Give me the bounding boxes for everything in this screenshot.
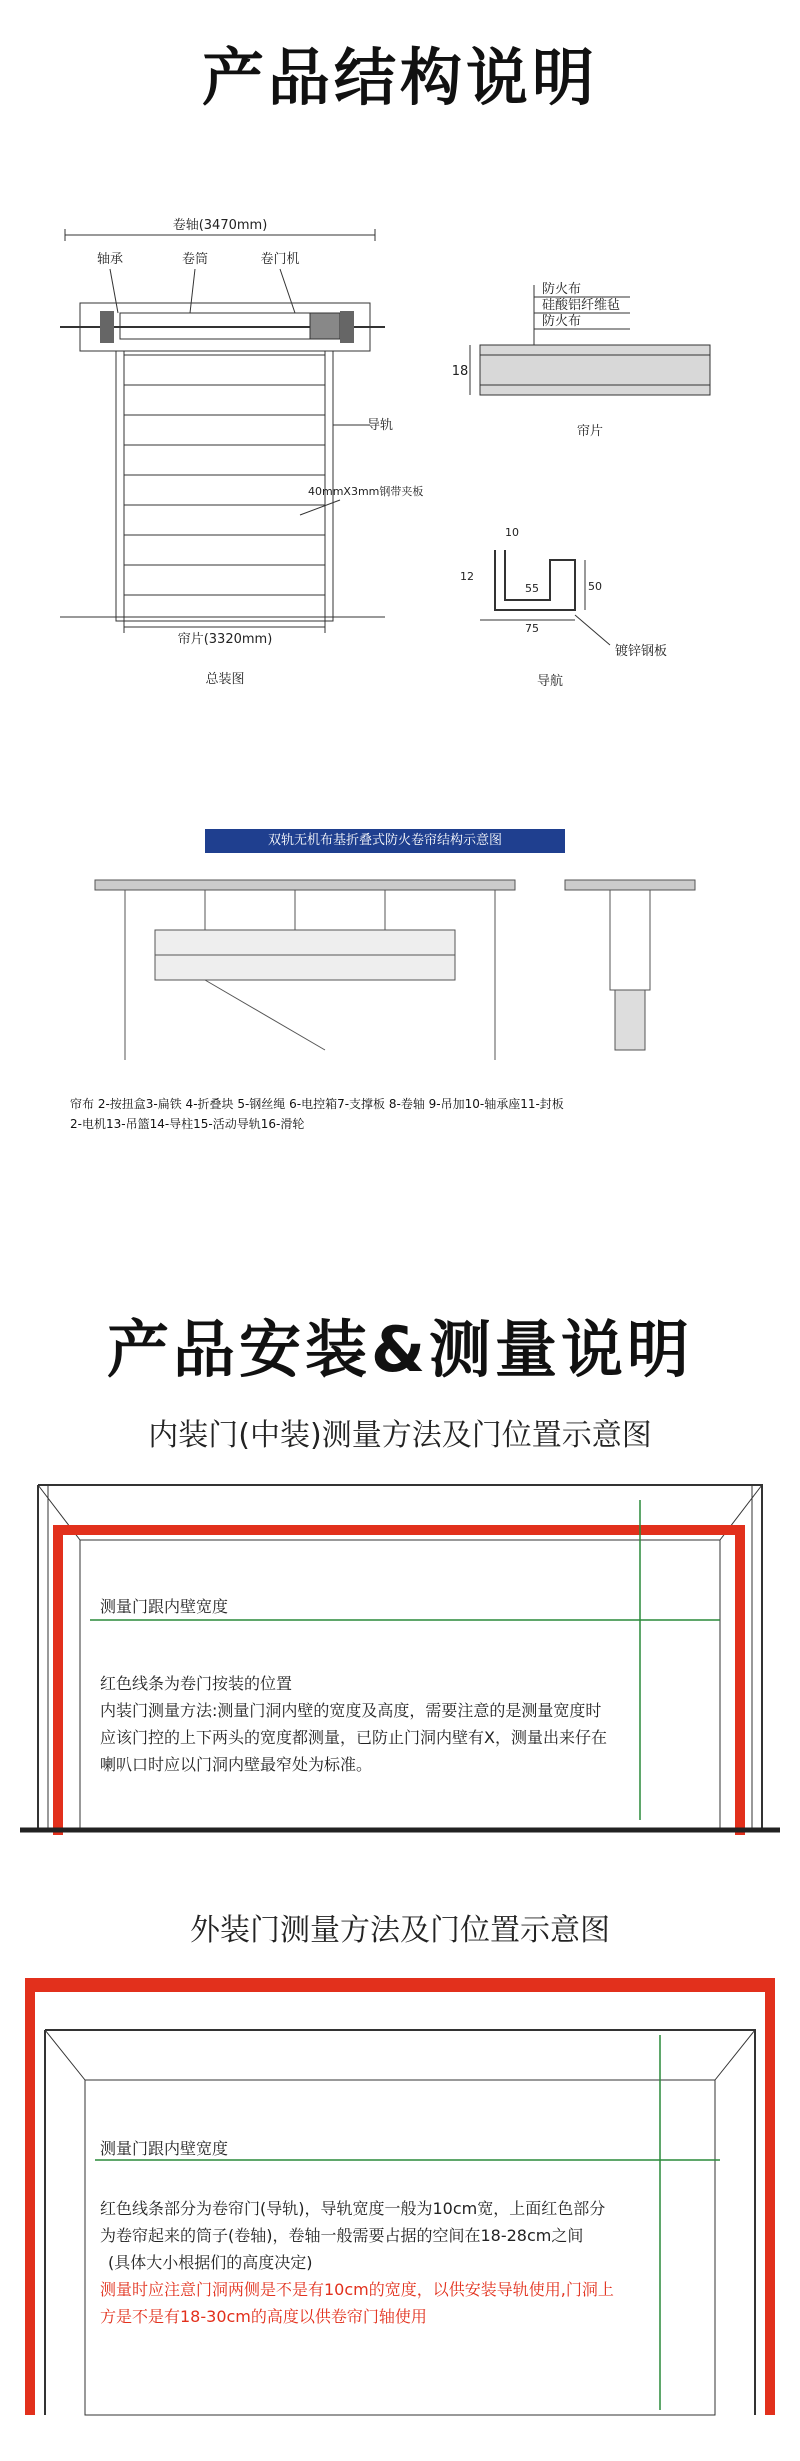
- curtain-caption: 帘片: [576, 424, 604, 439]
- bearing-label: 轴承: [96, 252, 124, 267]
- assembly-caption: 总装图: [205, 672, 245, 687]
- inner-note-4: 喇叭口时应以门洞内壁最窄处为标准。: [100, 1755, 373, 1774]
- section2-title: 产品安装&测量说明: [106, 1313, 694, 1386]
- motor-label: 卷门机: [260, 252, 300, 267]
- rail-label: 导轨: [366, 418, 394, 433]
- outer-note-2: 为卷帘起来的筒子(卷轴)，卷轴一般需要占据的空间在18-28cm之间: [100, 2226, 584, 2245]
- rail-dim-55: 55: [525, 582, 539, 595]
- outer-title: 外装门测量方法及门位置示意图: [190, 1913, 610, 1948]
- structure-banner: 双轨无机布基折叠式防火卷帘结构示意图: [205, 829, 565, 853]
- curtain-thickness-label: 18: [451, 364, 469, 379]
- section1-title: 产品结构说明: [201, 41, 598, 114]
- rail-dim-10: 10: [505, 526, 519, 539]
- rail-dim-12: 12: [460, 570, 474, 583]
- outer-measure-label: 测量门跟内壁宽度: [100, 2139, 229, 2158]
- shaft-label: 卷轴(3470mm): [172, 218, 268, 233]
- structure-schematic: [95, 860, 715, 1080]
- outer-warning-1: 测量时应注意门洞两侧是不是有10cm的宽度，以供安装导轨使用,门洞上: [100, 2280, 614, 2299]
- rail-dim-75: 75: [525, 622, 539, 635]
- inner-measure-label: 测量门跟内壁宽度: [100, 1597, 229, 1616]
- assembly-drawing: [40, 215, 424, 695]
- inner-note-1: 红色线条为卷门按装的位置: [100, 1674, 293, 1693]
- rail-detail-drawing: [440, 520, 740, 710]
- rail-material-label: 镀锌钢板: [615, 644, 668, 659]
- curtain-layer1-label: 防火布: [542, 282, 582, 297]
- curtain-layer3-label: 防火布: [542, 314, 582, 329]
- inner-note-3: 应该门控的上下两头的宽度都测量，已防止门洞内壁有X，测量出来仔在: [100, 1728, 607, 1747]
- structure-legend-2: 2-电机13-吊篮14-导柱15-活动导轨16-滑轮: [70, 1117, 305, 1131]
- inner-note-2: 内装门测量方法:测量门洞内壁的宽度及高度，需要注意的是测量宽度时: [100, 1701, 602, 1720]
- outer-note-1: 红色线条部分为卷帘门(导轨)，导轨宽度一般为10cm宽，上面红色部分: [100, 2199, 606, 2218]
- inner-title: 内装门(中装)测量方法及门位置示意图: [148, 1418, 652, 1453]
- structure-legend-1: 帘布 2-按扭盒3-扁铁 4-折叠块 5-钢丝绳 6-电控箱7-支撑板 8-卷轴 9-吊加10-轴承座11-封板: [70, 1097, 564, 1111]
- inner-diagram: [0, 1480, 800, 1850]
- rail-caption: 导航: [536, 674, 564, 689]
- drum-label: 卷筒: [181, 252, 209, 267]
- rail-dim-50: 50: [588, 580, 602, 593]
- outer-warning-2: 方是不是有18-30cm的高度以供卷帘门轴使用: [100, 2307, 427, 2326]
- curtain-width-label: 帘片(3320mm): [177, 632, 273, 647]
- plate-label: 40mmX3mm钢带夹板: [308, 485, 424, 498]
- outer-note-3: (具体大小根据们的高度决定): [108, 2253, 313, 2272]
- curtain-detail-drawing: [430, 275, 720, 465]
- curtain-layer2-label: 硅酸铝纤维毡: [542, 298, 621, 313]
